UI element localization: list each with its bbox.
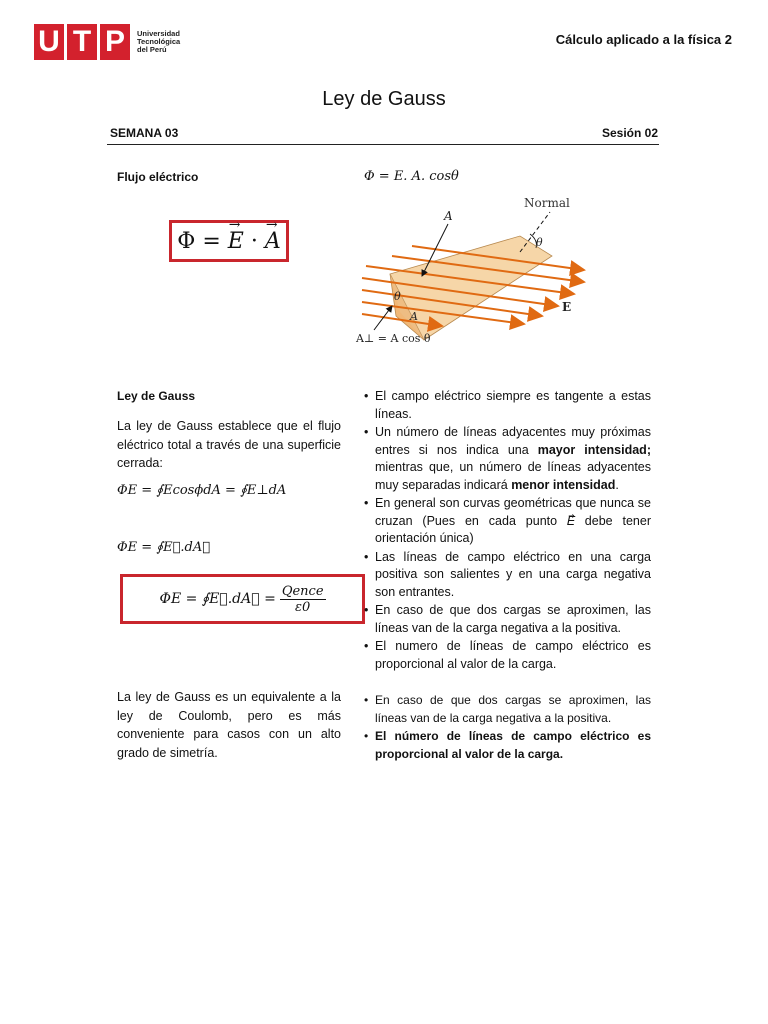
bullet-text: .	[615, 477, 619, 492]
logo-letter-p: P	[100, 24, 130, 60]
bullet-text: En caso de que dos cargas se aproximen, las líneas van de la carga negativa a la positiva.	[375, 603, 651, 635]
field-lines-bullets-extra	[364, 692, 651, 764]
bullet-item	[364, 388, 651, 423]
bullet-item	[364, 692, 651, 727]
bullet-item	[364, 728, 651, 763]
gauss-equation-1: 𝛷𝐸 = ∮𝐸𝑐𝑜𝑠𝜙𝑑𝐴 = ∮𝐸⊥𝑑𝐴	[117, 483, 287, 498]
course-name: Cálculo aplicado a la física 2	[555, 32, 732, 47]
bullet-dot: •	[364, 639, 369, 653]
bullet-dot: •	[364, 496, 369, 510]
boxed-gauss-law	[120, 574, 365, 624]
session-label: Sesión 02	[601, 126, 658, 140]
logo-university-name: Universidad Tecnológica del Perú	[137, 29, 181, 54]
bullet-dot: •	[364, 549, 369, 564]
bullet-item	[364, 602, 651, 637]
bullet-dot: •	[364, 729, 369, 743]
boxed-flux-formula-text: Φ = E → · A →	[177, 216, 281, 254]
flux-figure	[352, 194, 594, 350]
area-label-slab: A	[410, 310, 418, 323]
theta-label-slab: θ	[394, 290, 401, 303]
bullet-item	[364, 549, 651, 602]
normal-label: Normal	[524, 196, 570, 210]
flux-label: Flujo eléctrico	[117, 170, 199, 184]
gauss-law-denominator: 𝜀0	[295, 599, 311, 615]
bullet-dot: •	[364, 425, 369, 439]
gauss-intro: La ley de Gauss establece que el flujo eléctrico total a través de una superficie cerrada:	[117, 419, 341, 470]
bullet-text: En caso de que dos cargas se aproximen, las líneas van de la carga negativa a la positiva.	[375, 693, 651, 725]
theta-label-normal: θ	[536, 236, 543, 249]
bullet-text: En general son curvas geométricas que nunca se cruzan (Pues en cada punto 𝐸⃗ debe tener orientación única)	[375, 496, 651, 545]
header-divider	[107, 144, 659, 145]
gauss-equation-2: 𝛷𝐸 = ∮𝐸⃗.𝑑𝐴⃗	[117, 540, 211, 555]
boxed-flux-formula	[169, 216, 289, 262]
bullet-text: menor intensidad	[511, 477, 616, 492]
field-label: E	[562, 300, 572, 314]
logo-letter-t: T	[67, 24, 97, 60]
gauss-law-numerator: 𝑄𝑒𝑛𝑐𝑒	[281, 583, 324, 599]
bullet-dot: •	[364, 389, 369, 403]
logo-letter-u: U	[34, 24, 64, 60]
utp-logo	[34, 24, 180, 60]
field-lines-bullets	[364, 388, 651, 674]
bullet-text: mayor intensidad;	[537, 442, 651, 457]
bullet-text: El número de líneas de campo eléctrico es proporcional al valor de la carga.	[375, 729, 651, 761]
page-title: Ley de Gauss	[322, 88, 446, 110]
bullet-item	[364, 495, 651, 548]
bullet-item	[364, 638, 651, 673]
bullet-dot: •	[364, 693, 369, 707]
bullet-text: Un número de líneas adyacentes muy próximas entres si nos indica una	[375, 425, 651, 457]
week-label: SEMANA 03	[110, 126, 179, 140]
bullet-text: El numero de líneas de campo eléctrico es proporcional al valor de la carga.	[375, 639, 651, 671]
bullet-dot: •	[364, 603, 369, 617]
gauss-law-fraction	[280, 584, 326, 615]
flux-formula: 𝛷 = 𝐸. 𝐴. 𝑐𝑜𝑠𝜃	[364, 169, 459, 184]
gauss-conclusion: La ley de Gauss es un equivalente a la ley de Coulomb, pero es más conveniente para casos con un alto grado de simetría.	[117, 690, 341, 760]
bullet-text: Las líneas de campo eléctrico en una carga positiva son salientes y en una carga negativa son entrantes.	[375, 549, 651, 599]
bullet-text: mientras que, un número de líneas adyacentes muy separadas indicará	[375, 460, 651, 492]
bullet-item	[364, 424, 651, 494]
area-label-top: A	[444, 209, 453, 223]
gauss-label: Ley de Gauss	[117, 389, 196, 403]
aperp-label: A⊥ = A cos θ	[356, 332, 431, 345]
bullet-text: El campo eléctrico siempre es tangente a estas líneas.	[375, 389, 651, 421]
gauss-law-left: 𝛷𝐸 = ∮𝐸⃗.𝑑𝐴⃗ =	[159, 591, 276, 607]
